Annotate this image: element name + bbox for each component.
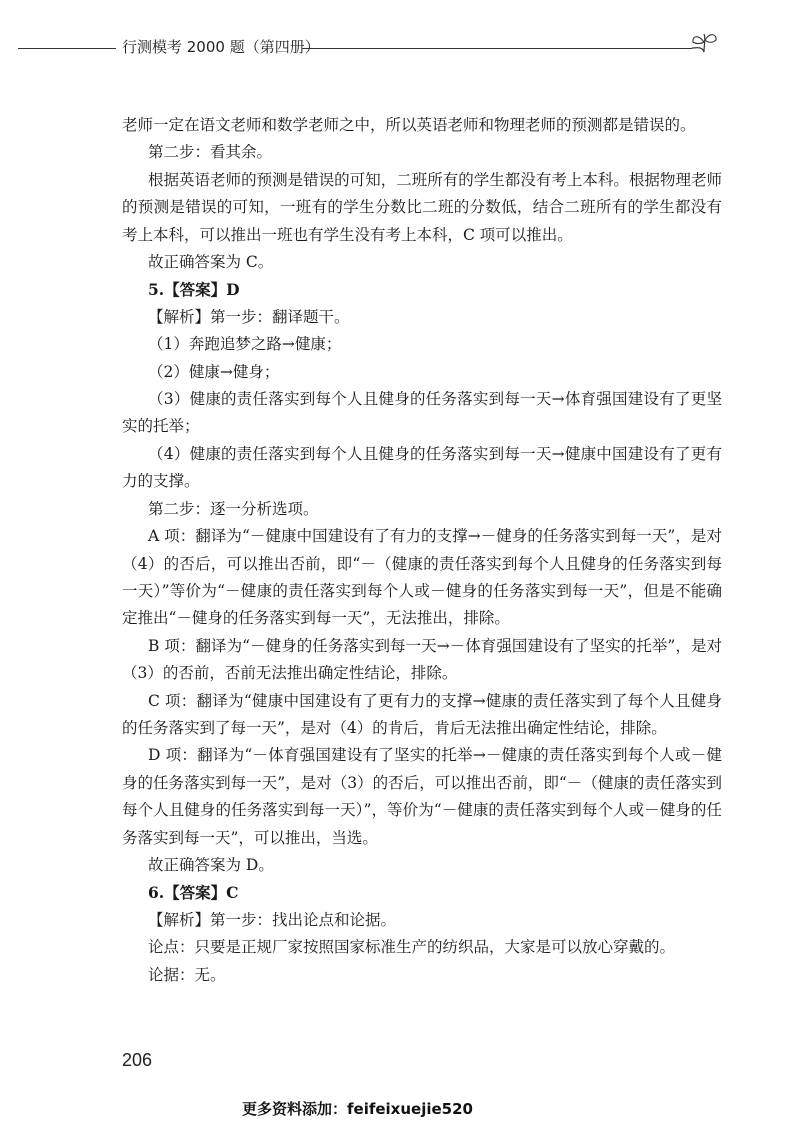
paragraph: A 项：翻译为“－健康中国建设有了有力的支撑→－健身的任务落实到每一天”，是对（4）的否后，可以推出否前，即“－（健康的责任落实到每个人且健身的任务落实到每一天）”等价为“－健康的责任落实到每个人或－健身的任务落实到每一天”，但是不能确定推出“－健身的任务落实到每一天”，无法推出，排除。	[122, 527, 722, 628]
paragraph: C 项：翻译为“健康中国建设有了更有力的支撑→健康的责任落实到了每个人且健身的任务落实到了每一天”，是对（4）的肯后，肯后无法推出确定性结论，排除。	[122, 691, 722, 737]
paragraph: （1）奔跑追梦之路→健康；	[148, 335, 342, 354]
header-rule-left	[18, 48, 116, 49]
sprout-leaf-icon	[688, 30, 720, 58]
answer-heading: 5.【答案】D	[148, 280, 240, 300]
paragraph: 故正确答案为 D。	[148, 855, 274, 874]
paragraph: D 项：翻译为“－体育强国建设有了坚实的托举→－健康的责任落实到每个人或－健身的任务落实到每一天”，是对（3）的否后，可以推出否前，即“－（健康的责任落实到每个人且健身的任务落实到每一天）”，等价为“－健康的责任落实到每个人或－健身的任务落实到每一天”，可以推出，当选。	[122, 746, 722, 847]
paragraph: 根据英语老师的预测是错误的可知，二班所有的学生都没有考上本科。根据物理老师的预测是错误的可知，一班有的学生分数比二班的分数低，结合二班所有的学生都没有考上本科，可以推出一班也有学生没有考上本科，C 项可以推出。	[122, 170, 722, 244]
header-rule-right	[302, 48, 692, 49]
footer-note: 更多资料添加：feifeixuejie520	[242, 1100, 473, 1118]
page-header	[0, 30, 800, 60]
paragraph: （4）健康的责任落实到每个人且健身的任务落实到每一天→健康中国建设有了更有力的支撑。	[122, 444, 722, 491]
paragraph: 论据：无。	[148, 965, 226, 984]
answer-heading: 6.【答案】C	[148, 883, 239, 903]
header-title: 行测模考 2000 题（第四册）	[122, 38, 320, 56]
paragraph: （2）健康→健身；	[148, 362, 280, 381]
paragraph: 【解析】第一步：翻译题干。	[148, 307, 350, 326]
page-number: 206	[122, 1050, 153, 1070]
paragraph: 第二步：逐一分析选项。	[148, 499, 319, 518]
paragraph: 老师一定在语文老师和数学老师之中，所以英语老师和物理老师的预测都是错误的。	[122, 116, 696, 134]
paragraph: 【解析】第一步：找出论点和论据。	[148, 910, 397, 929]
paragraph: B 项：翻译为“－健身的任务落实到每一天→－体育强国建设有了坚实的托举”，是对（3）的否前，否前无法推出确定性结论，排除。	[122, 636, 722, 683]
paragraph: 故正确答案为 C。	[148, 253, 274, 272]
paragraph: 论点：只要是正规厂家按照国家标准生产的纺织品，大家是可以放心穿戴的。	[148, 938, 676, 957]
paragraph: （3）健康的责任落实到每个人且健身的任务落实到每一天→体育强国建设有了更坚实的托举；	[122, 390, 722, 436]
paragraph: 第二步：看其余。	[148, 143, 273, 162]
answer-explanations	[122, 112, 722, 989]
